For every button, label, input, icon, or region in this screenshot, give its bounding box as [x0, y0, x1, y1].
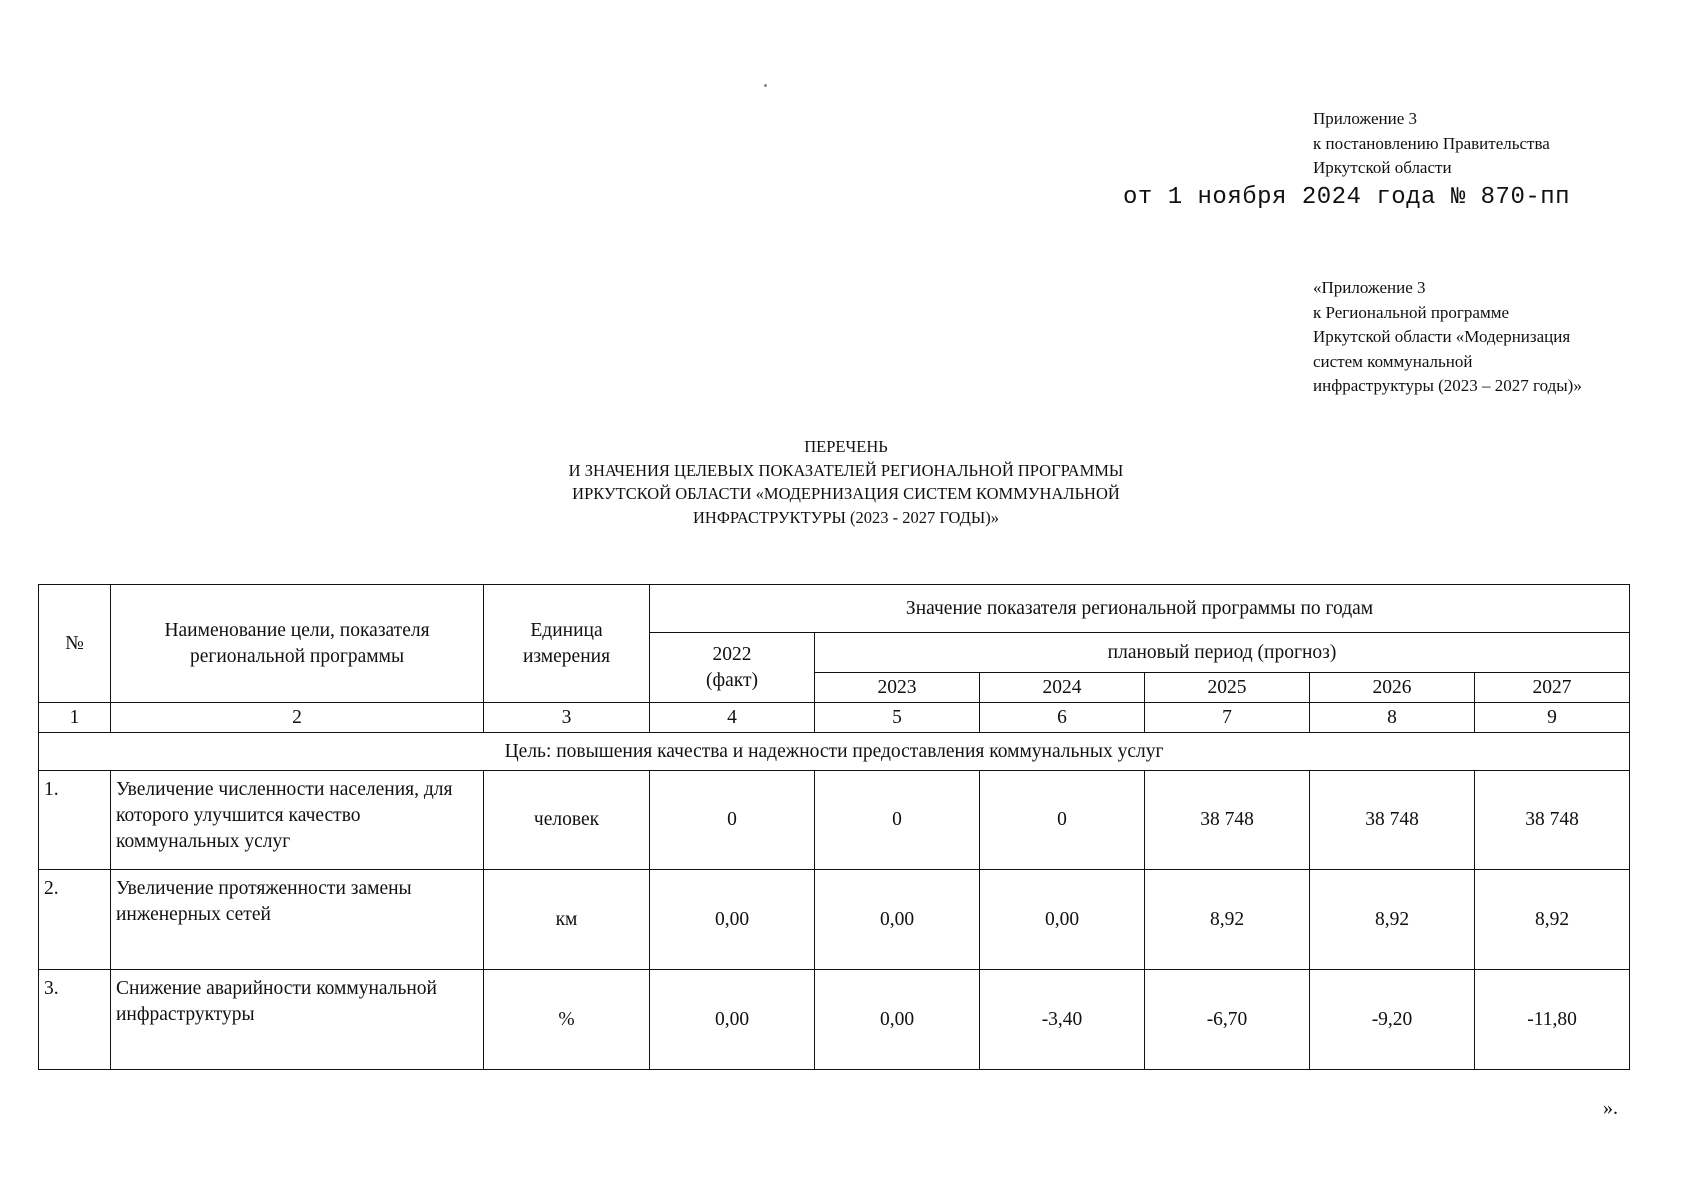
header-name: Наименование цели, показателя региональной программы [111, 585, 484, 703]
title-line: ИНФРАСТРУКТУРЫ (2023 - 2027 ГОДЫ)» [693, 507, 999, 527]
origin-line: к Региональной программе [1313, 302, 1510, 322]
row-value: -6,70 [1145, 970, 1310, 1070]
row-unit: человек [484, 771, 650, 870]
header-values-by-year: Значение показателя региональной программы по годам [650, 585, 1630, 633]
origin-line: систем коммунальной [1313, 351, 1473, 371]
origin-line: инфраструктуры (2023 – 2027 годы)» [1313, 376, 1582, 395]
original-appendix-header [1313, 276, 1582, 399]
row-value: 0 [980, 771, 1145, 870]
row-value: 0,00 [815, 870, 980, 970]
header-unit: Единица измерения [484, 585, 650, 703]
row-value: 0,00 [980, 870, 1145, 970]
header-year: 2025 [1145, 673, 1310, 703]
appendix-line: Иркутской области [1313, 158, 1452, 177]
header-fact [650, 633, 815, 703]
row-value: -9,20 [1310, 970, 1475, 1070]
column-numbers-row [39, 703, 1630, 733]
header-year: 2023 [815, 673, 980, 703]
header-year: 2024 [980, 673, 1145, 703]
row-value: 38 748 [1310, 771, 1475, 870]
row-num: 2. [39, 870, 111, 970]
table-row [39, 870, 1630, 970]
goal-row: Цель: повышения качества и надежности предоставления коммунальных услуг [39, 733, 1630, 771]
row-value: 0 [815, 771, 980, 870]
column-number: 6 [980, 703, 1145, 733]
row-value: 8,92 [1310, 870, 1475, 970]
decree-reference: от 1 ноября 2024 года № 870-пп [1123, 184, 1571, 211]
row-value: 0,00 [650, 970, 815, 1070]
row-num: 1. [39, 771, 111, 870]
row-unit: % [484, 970, 650, 1070]
appendix-header [1313, 107, 1550, 181]
row-value: 8,92 [1145, 870, 1310, 970]
header-fact-label: (факт) [705, 669, 759, 691]
appendix-line: Приложение 3 [1313, 109, 1417, 128]
indicators-table [38, 584, 1630, 1070]
header-year: 2027 [1475, 673, 1630, 703]
document-title [436, 435, 1256, 529]
header-plan-period: плановый период (прогноз) [815, 633, 1630, 673]
row-value: 38 748 [1475, 771, 1630, 870]
title-line: ИРКУТСКОЙ ОБЛАСТИ «МОДЕРНИЗАЦИЯ СИСТЕМ КОММУНАЛЬНОЙ [572, 484, 1120, 503]
column-number: 5 [815, 703, 980, 733]
origin-line: «Приложение 3 [1313, 278, 1426, 297]
row-value: -3,40 [980, 970, 1145, 1070]
row-value: 0 [650, 771, 815, 870]
column-number: 2 [111, 703, 484, 733]
row-num: 3. [39, 970, 111, 1070]
origin-line: Иркутской области «Модернизация [1313, 327, 1571, 346]
row-name: Снижение аварийности коммунальной инфраструктуры [111, 970, 484, 1070]
row-value: -11,80 [1475, 970, 1630, 1070]
table-row [39, 771, 1630, 870]
appendix-line: к постановлению Правительства [1313, 133, 1550, 153]
column-number: 9 [1475, 703, 1630, 733]
title-line: ПЕРЕЧЕНЬ [804, 437, 888, 456]
header-fact-year: 2022 [712, 643, 752, 665]
row-value: 0,00 [650, 870, 815, 970]
column-number: 3 [484, 703, 650, 733]
column-number: 4 [650, 703, 815, 733]
header-num: № [39, 585, 111, 703]
scan-speck [764, 84, 767, 87]
column-number: 1 [39, 703, 111, 733]
row-value: 38 748 [1145, 771, 1310, 870]
column-number: 8 [1310, 703, 1475, 733]
table-row [39, 970, 1630, 1070]
header-year: 2026 [1310, 673, 1475, 703]
closing-quote: ». [1603, 1097, 1618, 1119]
title-line: И ЗНАЧЕНИЯ ЦЕЛЕВЫХ ПОКАЗАТЕЛЕЙ РЕГИОНАЛЬНОЙ ПРОГРАММЫ [568, 460, 1124, 480]
column-number: 7 [1145, 703, 1310, 733]
row-name: Увеличение протяженности замены инженерных сетей [111, 870, 484, 970]
row-unit: км [484, 870, 650, 970]
row-value: 8,92 [1475, 870, 1630, 970]
row-name: Увеличение численности населения, для которого улучшится качество коммунальных услуг [111, 771, 484, 870]
row-value: 0,00 [815, 970, 980, 1070]
